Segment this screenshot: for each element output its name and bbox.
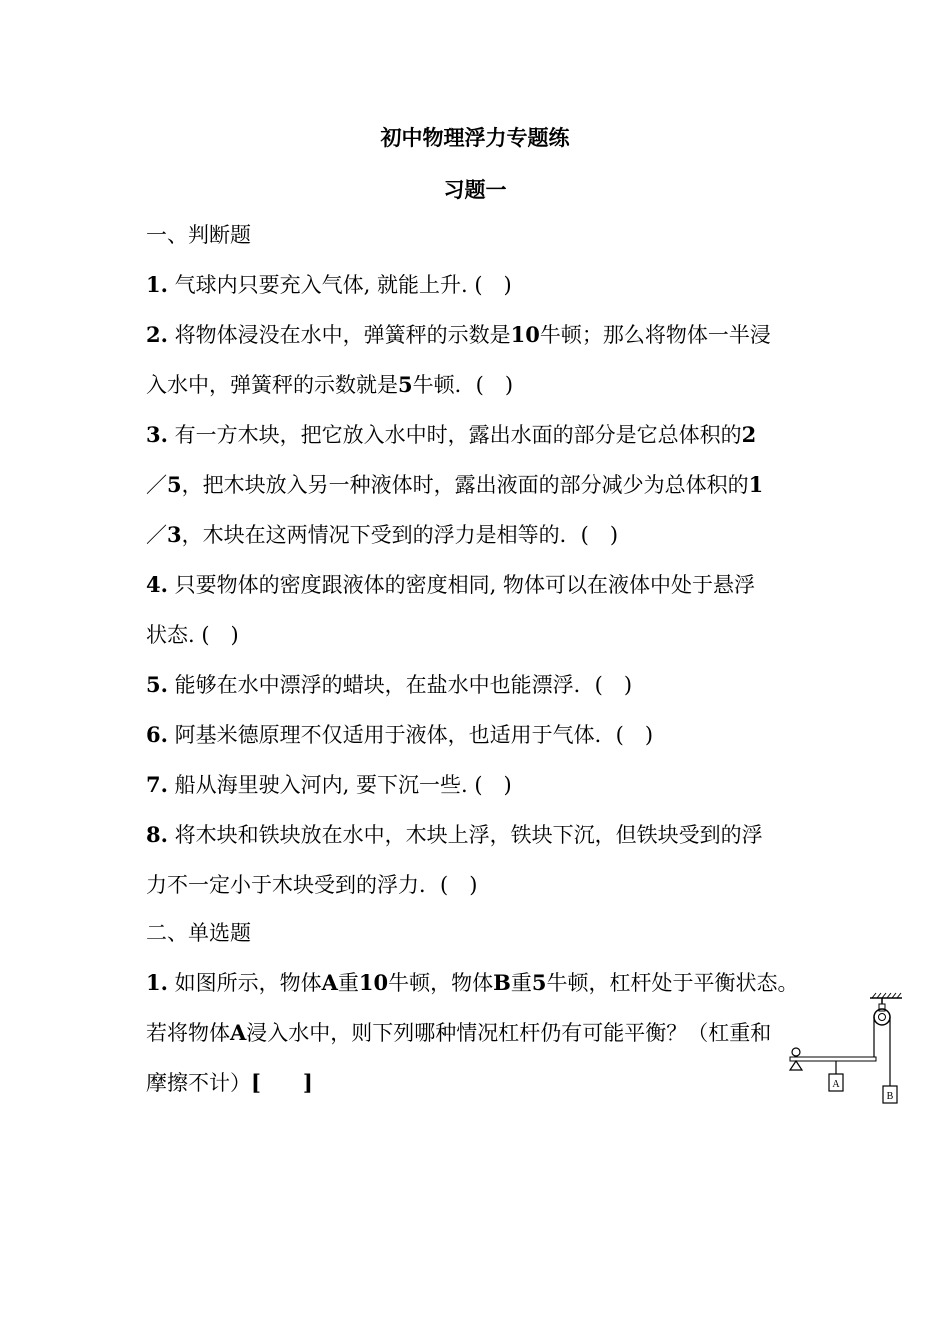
- question-number: 4.: [146, 572, 168, 597]
- block-b-label: B: [886, 1091, 894, 1102]
- question-1-8-line-2: 力不一定小于木块受到的浮力．( ): [146, 873, 478, 897]
- question-text: 气球内只要充入气体, 就能上升. ( ): [174, 273, 512, 297]
- question-1-2-line-2: [146, 370, 513, 400]
- question-value: 1: [748, 472, 764, 497]
- question-text: 牛顿；那么将物体一半浸: [539, 323, 771, 347]
- document-subtitle: 习题一: [443, 177, 507, 202]
- question-number: 2.: [146, 322, 168, 347]
- question-text: 若将物体: [146, 1021, 230, 1045]
- question-text: 牛顿，物体: [388, 971, 494, 995]
- question-text: ，把木块放入另一种液体时，露出液面的部分减少为总体积的: [181, 473, 749, 497]
- question-number: 8.: [146, 822, 168, 847]
- question-number: 5.: [146, 672, 168, 697]
- question-1-4-line-1: [146, 570, 755, 600]
- question-2-1-line-1: [146, 968, 799, 998]
- question-number: 1.: [146, 970, 168, 995]
- question-text: 牛顿，杠杆处于平衡状态。: [546, 971, 799, 995]
- block-a-label: A: [832, 1079, 840, 1090]
- question-text: 入水中，弹簧秤的示数就是: [146, 373, 398, 397]
- question-text: 牛顿．( ): [412, 373, 514, 397]
- fulcrum-triangle: [790, 1061, 802, 1070]
- question-value: A: [321, 970, 338, 995]
- question-number: 6.: [146, 722, 168, 747]
- question-text: 重: [337, 971, 359, 995]
- question-1-1: [146, 270, 512, 300]
- question-text: 能够在水中漂浮的蜡块，在盐水中也能漂浮．( ): [174, 673, 633, 697]
- fulcrum-pin: [792, 1048, 800, 1056]
- document-title: 初中物理浮力专题练: [380, 125, 570, 150]
- question-text: 摩擦不计）: [146, 1071, 251, 1095]
- question-text: 有一方木块，把它放入水中时，露出水面的部分是它总体积的: [174, 423, 742, 447]
- question-value: 10: [358, 970, 389, 995]
- lever-pulley-diagram: [782, 988, 912, 1112]
- question-1-3-line-3: [146, 520, 618, 550]
- question-text: 将木块和铁块放在水中，木块上浮，铁块下沉，但铁块受到的浮: [174, 823, 763, 847]
- question-text: 只要物体的密度跟液体的密度相同, 物体可以在液体中处于悬浮: [174, 573, 755, 597]
- question-text: ，木块在这两情况下受到的浮力是相等的．( ): [181, 523, 619, 547]
- question-1-6: [146, 720, 653, 750]
- question-value: 2: [741, 422, 757, 447]
- lever-bar: [790, 1057, 876, 1061]
- question-value: 5: [398, 372, 413, 397]
- question-text: 阿基米德原理不仅适用于液体，也适用于气体．( ): [174, 723, 654, 747]
- question-text: ／: [146, 523, 167, 547]
- question-1-3-line-1: [146, 420, 756, 450]
- question-value: 5: [167, 472, 182, 497]
- pulley-hub: [879, 1014, 886, 1021]
- question-text: 重: [510, 971, 532, 995]
- question-value: 10: [510, 322, 540, 347]
- question-text: 将物体浸没在水中，弹簧秤的示数是: [174, 323, 511, 347]
- question-text: ／: [146, 473, 167, 497]
- question-number: 3.: [146, 422, 168, 447]
- question-1-2-line-1: [146, 320, 771, 350]
- question-text: 如图所示，物体: [174, 971, 322, 995]
- question-1-8-line-1: [146, 820, 763, 850]
- question-value: 5: [531, 970, 547, 995]
- question-number: 7.: [146, 772, 168, 797]
- question-2-1-line-2: [146, 1018, 771, 1048]
- question-1-7: [146, 770, 512, 800]
- question-text: 浸入水中，则下列哪种情况杠杆仍有可能平衡？（杠重和: [246, 1021, 772, 1045]
- question-1-4-line-2: 状态. ( ): [146, 623, 239, 647]
- question-value: A: [230, 1020, 247, 1045]
- question-1-5: [146, 670, 632, 700]
- question-2-1-line-3: [146, 1068, 313, 1098]
- question-number: 1.: [146, 272, 168, 297]
- question-text: 船从海里驶入河内, 要下沉一些. ( ): [174, 773, 512, 797]
- section-heading-single-choice: 二、单选题: [146, 921, 251, 945]
- question-value: 3: [167, 522, 182, 547]
- section-heading-judgement: 一、判断题: [146, 223, 251, 247]
- question-value: B: [493, 970, 511, 995]
- question-1-3-line-2: [146, 470, 763, 500]
- answer-bracket: [ ]: [251, 1070, 313, 1095]
